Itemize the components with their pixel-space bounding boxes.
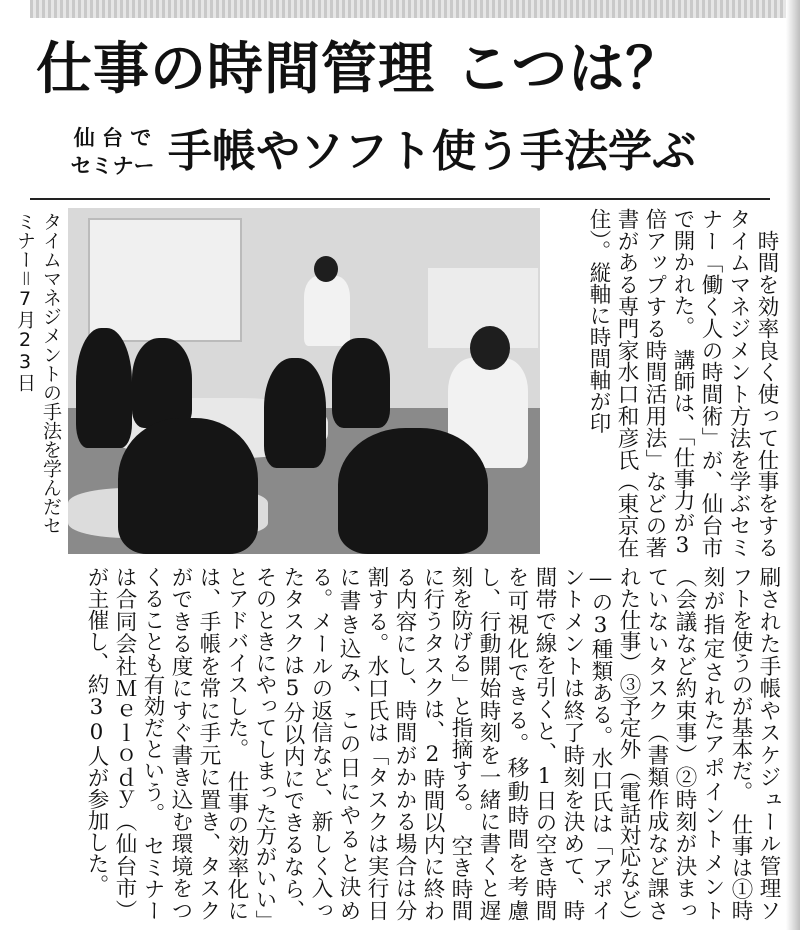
sub-title: 手帳やソフト使う手法学ぶ bbox=[168, 126, 696, 177]
article-body-top: 時間を効率良く使って仕事をするタイムマネジメント方法を学ぶセミナー「働く人の時間術」が、仙台市で開かれた。 講師は、「仕事力が3倍アップする時間活用法」などの著書がある専門家水口和彦氏（東京在住）。縦軸に時間軸が印 bbox=[586, 208, 779, 558]
attendee-2 bbox=[132, 338, 192, 428]
attendee-4 bbox=[332, 338, 390, 428]
headline-rule bbox=[30, 198, 770, 200]
photo-caption: タイムマネジメントの手法を学んだセミナー＝7月23日 bbox=[14, 212, 62, 535]
previous-article-strip bbox=[30, 0, 800, 18]
sub-location-line2: セミナー bbox=[70, 154, 155, 178]
projection-screen bbox=[88, 218, 242, 342]
article-body-bottom: 刷された手帳やスケジュール管理ソフトを使うのが基本だ。 仕事は①時刻が指定されたアポイントメント（会議など約束事）②時刻が決まっていないタスク（書類作成など課された仕事）③予定外（電話対応など）―の3種類ある。水口氏は「アポイントメントは終了時刻を決めて、時間帯で線を引くと、1日の空き時間を可視化できる。移動時間を考慮し、行動開始時刻を一緒に書くと遅刻を防げる」と指摘する。 空き時間に行うタスクは、2時間以内に終わる内容にし、時間がかかる場合は分割する。水口氏は「タスクは実行日に書き込み、この日にやると決める。メールの返信など、新しく入ったタスクは5分以内にできるなら、そのときにやってしまった方がいい」とアドバイスした。 仕事の効率化には、手帳を常に手元に置き、タスクができる度にすぐ書き込む環境をつくることも有効だという。 セミナーは合同会社Ｍｅｌｏｄｙ（仙台市）が主催し、約30人が参加した。 bbox=[84, 566, 781, 921]
lecturer-head bbox=[314, 256, 338, 282]
headline: 仕事の時間管理 こつは？ bbox=[36, 37, 683, 102]
attendee-foreground-2 bbox=[338, 428, 488, 554]
sub-location bbox=[60, 124, 165, 180]
attendee-3 bbox=[264, 358, 326, 468]
page-edge-shadow bbox=[786, 0, 800, 930]
seminar-photo bbox=[68, 208, 540, 554]
attendee-foreground-1 bbox=[118, 418, 258, 554]
attendee-1 bbox=[76, 328, 132, 448]
attendee-head bbox=[470, 326, 510, 370]
lecturer-figure bbox=[304, 276, 350, 346]
sub-headline bbox=[60, 122, 760, 192]
sub-location-line1: 仙 台 で bbox=[73, 126, 152, 150]
